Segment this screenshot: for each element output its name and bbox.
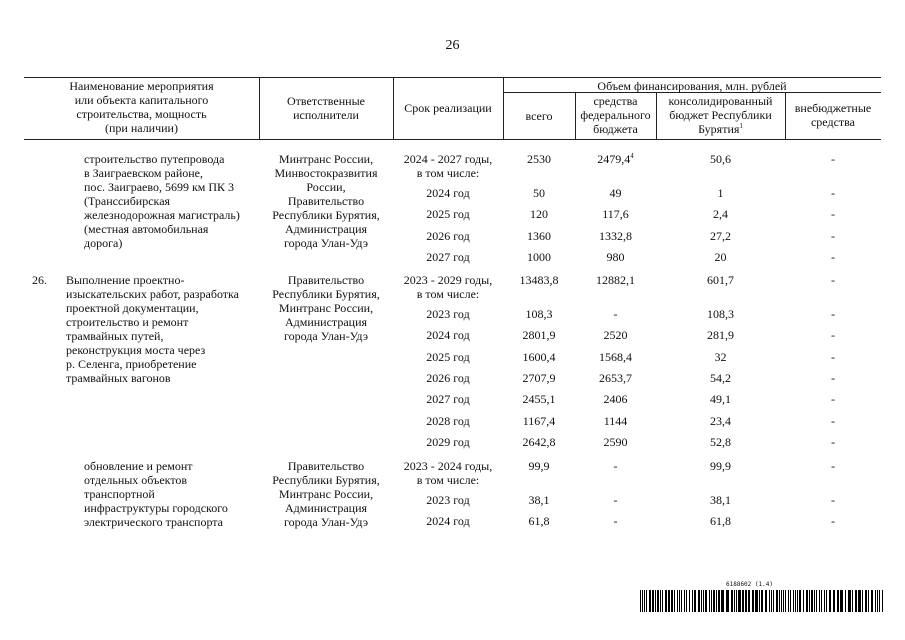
total-cell: 38,1 (528, 493, 550, 507)
header-financing: Объем финансирования, млн. рублей (597, 79, 787, 93)
federal-cell: 980 (606, 249, 625, 264)
header-top-rule (24, 77, 881, 78)
term-cell: 2024 год (426, 328, 470, 343)
term-cell: 2027 год (426, 392, 470, 407)
extra-cell: - (831, 328, 835, 343)
total-cell: 108,3 (525, 307, 553, 321)
header-regional: консолидированный бюджет Республики Бурятия$^1$ (668, 94, 773, 136)
extra-cell: - (831, 207, 835, 222)
term-cell: 2023 - 2024 годы, в том числе: (403, 459, 493, 487)
extra-cell: - (831, 307, 835, 321)
federal-cell: 1568,4 (599, 349, 632, 364)
term-cell: 2028 год (426, 413, 470, 428)
extra-cell: - (831, 413, 835, 428)
extra-cell: - (831, 186, 835, 200)
term-cell: 2023 год (426, 493, 470, 507)
regional-cell: 20 (714, 249, 727, 264)
federal-cell: 1332,8 (599, 228, 632, 243)
item-name: строительство путепровода в Заиграевском районе, пос. Заиграево, 5699 км ПК 3 (Транссибирская железнодорожная магистраль) (местная автомобильная дорога) (84, 152, 240, 250)
regional-cell: 281,9 (707, 328, 734, 343)
regional-cell: 2,4 (713, 207, 728, 222)
total-cell: 61,8 (528, 514, 550, 529)
federal-cell: 117,6 (602, 207, 629, 222)
regional-cell: 27,2 (710, 228, 731, 243)
regional-cell: 23,4 (710, 413, 731, 428)
regional-cell: 99,9 (710, 459, 731, 473)
extra-cell: - (831, 434, 835, 449)
total-cell: 2642,8 (522, 434, 556, 449)
extra-cell: - (831, 493, 835, 507)
total-cell: 99,9 (528, 459, 550, 473)
total-cell: 50 (533, 186, 545, 200)
row-number: 26. (32, 273, 47, 287)
regional-cell: 32 (714, 349, 727, 364)
term-cell: 2023 - 2029 годы, в том числе: (403, 273, 493, 301)
federal-cell: 2406 (603, 392, 628, 407)
footnote-mark: 4 (630, 152, 634, 160)
term-cell: 2029 год (426, 434, 470, 449)
federal-cell: - (613, 307, 618, 321)
federal-cell: 49 (609, 186, 622, 200)
header-total: всего (525, 109, 553, 123)
regional-cell: 54,2 (710, 370, 731, 385)
term-cell: 2024 год (426, 514, 470, 529)
extra-cell: - (831, 459, 835, 473)
federal-cell: 1144 (603, 413, 628, 428)
total-cell: 2801,9 (522, 328, 556, 343)
header-term: Срок реализации (404, 101, 492, 115)
extra-cell: - (831, 152, 835, 166)
total-cell: 2707,9 (522, 370, 556, 385)
federal-cell: - (613, 514, 618, 529)
regional-cell: 50,6 (710, 152, 731, 166)
item-name: обновление и ремонт отдельных объектов транспортной инфраструктуры городского электрического транспорта (84, 459, 228, 529)
extra-cell: - (831, 514, 835, 529)
federal-cell: 2590 (603, 434, 628, 449)
regional-cell: 61,8 (710, 514, 731, 529)
extra-cell: - (831, 249, 835, 264)
item-executors: Правительство Республики Бурятия, Минтранс России, Администрация города Улан-Удэ (272, 273, 380, 343)
extra-cell: - (831, 370, 835, 385)
item-name: Выполнение проектно- изыскательских работ, разработка проектной документации, строительство и ремонт трамвайных путей, реконструкция моста через р. Селенга, приобретение трамвайных вагонов (66, 273, 239, 385)
federal-cell: 2479,4$^4$ (597, 152, 634, 166)
total-cell: 1600,4 (522, 349, 556, 364)
total-cell: 1000 (527, 249, 551, 264)
regional-cell: 49,1 (710, 392, 731, 407)
total-cell: 2455,1 (522, 392, 556, 407)
item-executors: Минтранс России, Минвостокразвития России, Правительство Республики Бурятия, Администрация города Улан-Удэ (272, 152, 380, 250)
federal-cell: - (613, 459, 618, 473)
extra-cell: - (831, 349, 835, 364)
term-cell: 2027 год (426, 249, 470, 264)
term-cell: 2025 год (426, 349, 470, 364)
term-cell: 2024 - 2027 годы, в том числе: (403, 152, 493, 180)
term-cell: 2023 год (426, 307, 470, 321)
header-bottom-rule (24, 139, 881, 140)
regional-cell: 601,7 (707, 273, 734, 287)
federal-cell: 2653,7 (599, 370, 632, 385)
term-cell: 2025 год (426, 207, 470, 222)
term-cell: 2024 год (426, 186, 470, 200)
barcode-number: 6188602 (1.4) (726, 581, 773, 588)
regional-cell: 38,1 (710, 493, 731, 507)
total-cell: 1167,4 (522, 413, 556, 428)
federal-cell: - (613, 493, 618, 507)
regional-cell: 108,3 (707, 307, 734, 321)
total-cell: 13483,8 (519, 273, 559, 287)
page-number: 26 (445, 38, 460, 53)
header-extra: внебюджетные средства (794, 101, 872, 129)
extra-cell: - (831, 228, 835, 243)
regional-cell: 52,8 (710, 434, 731, 449)
extra-cell: - (831, 273, 835, 287)
term-cell: 2026 год (426, 370, 470, 385)
federal-cell: 2520 (603, 328, 628, 343)
barcode-icon (640, 590, 884, 612)
item-executors: Правительство Республики Бурятия, Минтранс России, Администрация города Улан-Удэ (272, 459, 380, 529)
total-cell: 2530 (527, 152, 551, 166)
federal-cell: 12882,1 (596, 273, 635, 287)
header-federal: средства федерального бюджета (580, 94, 651, 136)
total-cell: 1360 (527, 228, 551, 243)
term-cell: 2026 год (426, 228, 470, 243)
regional-cell: 1 (717, 186, 724, 200)
header-name: Наименование мероприятия или объекта капитального строительства, мощность (при наличии) (69, 79, 214, 135)
header-executors: Ответственные исполнители (287, 94, 365, 122)
total-cell: 120 (530, 207, 548, 222)
extra-cell: - (831, 392, 835, 407)
